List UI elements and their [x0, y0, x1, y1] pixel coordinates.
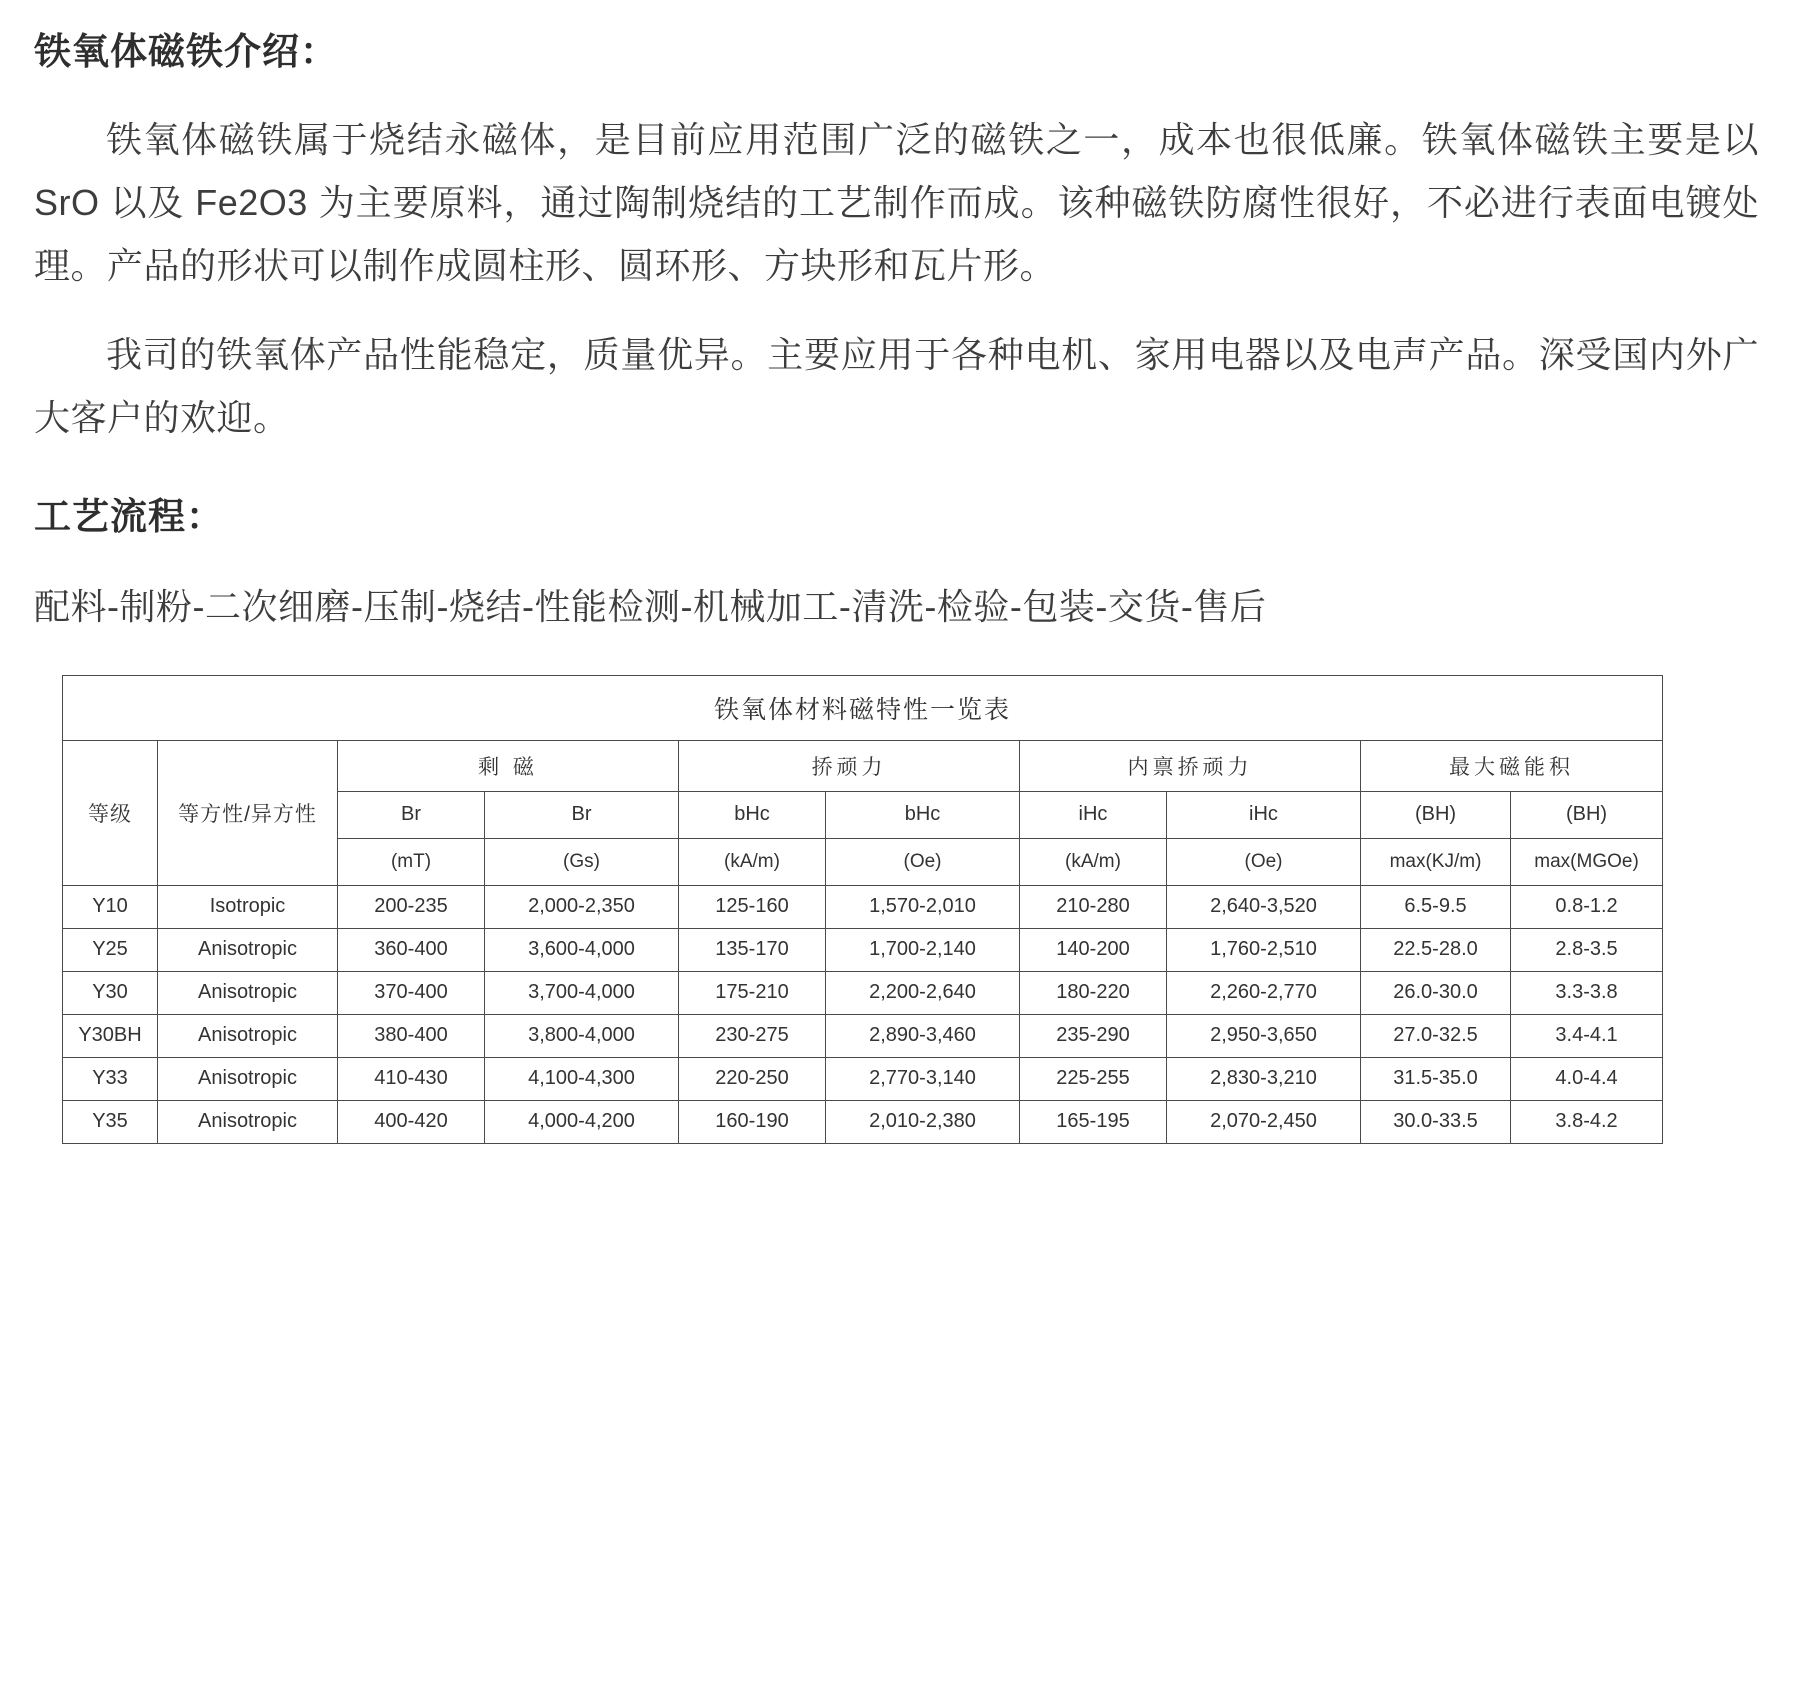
cell-bhc-oe: 2,770-3,140 [826, 1057, 1020, 1100]
table-title-row [63, 675, 1663, 740]
cell-ihc-oe: 2,950-3,650 [1167, 1014, 1361, 1057]
header-symbol-br-mt: Br [338, 791, 485, 838]
cell-ihc-kam: 225-255 [1020, 1057, 1167, 1100]
cell-br-gs: 4,000-4,200 [485, 1100, 679, 1143]
cell-bhc-oe: 2,010-2,380 [826, 1100, 1020, 1143]
cell-bhc-kam: 175-210 [679, 971, 826, 1014]
cell-bh-mgoe: 3.4-4.1 [1511, 1014, 1663, 1057]
header-unit-oe-2: (Oe) [1167, 838, 1361, 885]
cell-bhc-kam: 160-190 [679, 1100, 826, 1143]
cell-br-gs: 3,800-4,000 [485, 1014, 679, 1057]
cell-bh-kj: 22.5-28.0 [1361, 928, 1511, 971]
table-row [63, 928, 1663, 971]
cell-bh-kj: 26.0-30.0 [1361, 971, 1511, 1014]
cell-br-mt: 360-400 [338, 928, 485, 971]
header-symbol-br-gs: Br [485, 791, 679, 838]
intro-paragraph-2: 我司的铁氧体产品性能稳定，质量优异。主要应用于各种电机、家用电器以及电声产品。深受国内外广大客户的欢迎。 [34, 333, 1759, 438]
cell-ihc-kam: 180-220 [1020, 971, 1167, 1014]
table-row [63, 885, 1663, 928]
cell-isotropy: Anisotropic [158, 1057, 338, 1100]
cell-isotropy: Anisotropic [158, 1014, 338, 1057]
intro-heading: 铁氧体磁铁介绍： [34, 31, 338, 72]
cell-bh-mgoe: 2.8-3.5 [1511, 928, 1663, 971]
cell-grade: Y35 [63, 1100, 158, 1143]
cell-bhc-oe: 1,570-2,010 [826, 885, 1020, 928]
header-group-coercivity: 挢顽力 [679, 740, 1020, 791]
cell-ihc-oe: 2,830-3,210 [1167, 1057, 1361, 1100]
cell-grade: Y10 [63, 885, 158, 928]
cell-grade: Y25 [63, 928, 158, 971]
cell-br-gs: 2,000-2,350 [485, 885, 679, 928]
cell-bh-mgoe: 0.8-1.2 [1511, 885, 1663, 928]
table-row [63, 971, 1663, 1014]
cell-isotropy: Anisotropic [158, 1100, 338, 1143]
cell-ihc-kam: 165-195 [1020, 1100, 1167, 1143]
header-unit-mt: (mT) [338, 838, 485, 885]
cell-bh-kj: 31.5-35.0 [1361, 1057, 1511, 1100]
cell-isotropy: Isotropic [158, 885, 338, 928]
header-unit-gs: (Gs) [485, 838, 679, 885]
cell-isotropy: Anisotropic [158, 971, 338, 1014]
cell-bh-mgoe: 3.8-4.2 [1511, 1100, 1663, 1143]
cell-bh-kj: 27.0-32.5 [1361, 1014, 1511, 1057]
cell-bhc-kam: 220-250 [679, 1057, 826, 1100]
ferrite-spec-table [62, 675, 1663, 1144]
cell-br-mt: 370-400 [338, 971, 485, 1014]
header-symbol-ihc-kam: iHc [1020, 791, 1167, 838]
header-unit-kam-1: (kA/m) [679, 838, 826, 885]
header-unit-oe-1: (Oe) [826, 838, 1020, 885]
cell-bhc-kam: 230-275 [679, 1014, 826, 1057]
table-row [63, 1057, 1663, 1100]
header-unit-kj: max(KJ/m) [1361, 838, 1511, 885]
header-symbol-bh-mgoe: (BH) [1511, 791, 1663, 838]
cell-ihc-oe: 2,260-2,770 [1167, 971, 1361, 1014]
cell-bh-mgoe: 3.3-3.8 [1511, 971, 1663, 1014]
table-row [63, 1014, 1663, 1057]
intro-paragraph-1: 铁氧体磁铁属于烧结永磁体，是目前应用范围广泛的磁铁之一，成本也很低廉。铁氧体磁铁主要是以 SrO 以及 Fe2O3 为主要原料，通过陶制烧结的工艺制作而成。该种磁铁防腐性很好，不必进行表面电镀处理。产品的形状可以制作成圆柱形、圆环形、方块形和瓦片形。 [34, 118, 1759, 286]
cell-bhc-oe: 1,700-2,140 [826, 928, 1020, 971]
spec-table-wrapper [62, 675, 1639, 1144]
process-heading: 工艺流程： [34, 495, 224, 537]
process-flow-text: 配料-制粉-二次细磨-压制-烧结-性能检测-机械加工-清洗-检验-包装-交货-售后 [34, 585, 1267, 627]
cell-ihc-oe: 1,760-2,510 [1167, 928, 1361, 971]
header-isotropy: 等方性/异方性 [158, 740, 338, 885]
cell-grade: Y30 [63, 971, 158, 1014]
header-symbol-ihc-oe: iHc [1167, 791, 1361, 838]
header-unit-mgoe: max(MGOe) [1511, 838, 1663, 885]
header-grade: 等级 [63, 740, 158, 885]
cell-br-gs: 3,700-4,000 [485, 971, 679, 1014]
cell-ihc-kam: 210-280 [1020, 885, 1167, 928]
header-unit-kam-2: (kA/m) [1020, 838, 1167, 885]
header-symbol-bh-kj: (BH) [1361, 791, 1511, 838]
cell-br-mt: 400-420 [338, 1100, 485, 1143]
cell-bhc-oe: 2,200-2,640 [826, 971, 1020, 1014]
cell-br-gs: 3,600-4,000 [485, 928, 679, 971]
cell-bhc-kam: 125-160 [679, 885, 826, 928]
cell-br-gs: 4,100-4,300 [485, 1057, 679, 1100]
header-group-remanence: 剩 磁 [338, 740, 679, 791]
table-row [63, 1100, 1663, 1143]
cell-br-mt: 380-400 [338, 1014, 485, 1057]
cell-ihc-oe: 2,070-2,450 [1167, 1100, 1361, 1143]
table-title: 铁氧体材料磁特性一览表 [63, 675, 1663, 740]
cell-ihc-kam: 235-290 [1020, 1014, 1167, 1057]
cell-bh-kj: 6.5-9.5 [1361, 885, 1511, 928]
cell-ihc-kam: 140-200 [1020, 928, 1167, 971]
header-group-max-energy: 最大磁能积 [1361, 740, 1663, 791]
cell-grade: Y33 [63, 1057, 158, 1100]
cell-bh-mgoe: 4.0-4.4 [1511, 1057, 1663, 1100]
cell-bhc-oe: 2,890-3,460 [826, 1014, 1020, 1057]
cell-br-mt: 410-430 [338, 1057, 485, 1100]
cell-br-mt: 200-235 [338, 885, 485, 928]
cell-isotropy: Anisotropic [158, 928, 338, 971]
cell-bh-kj: 30.0-33.5 [1361, 1100, 1511, 1143]
cell-ihc-oe: 2,640-3,520 [1167, 885, 1361, 928]
table-group-header-row [63, 740, 1663, 791]
header-group-intrinsic-coercivity: 内禀挢顽力 [1020, 740, 1361, 791]
header-symbol-bhc-kam: bHc [679, 791, 826, 838]
header-symbol-bhc-oe: bHc [826, 791, 1020, 838]
cell-grade: Y30BH [63, 1014, 158, 1057]
cell-bhc-kam: 135-170 [679, 928, 826, 971]
